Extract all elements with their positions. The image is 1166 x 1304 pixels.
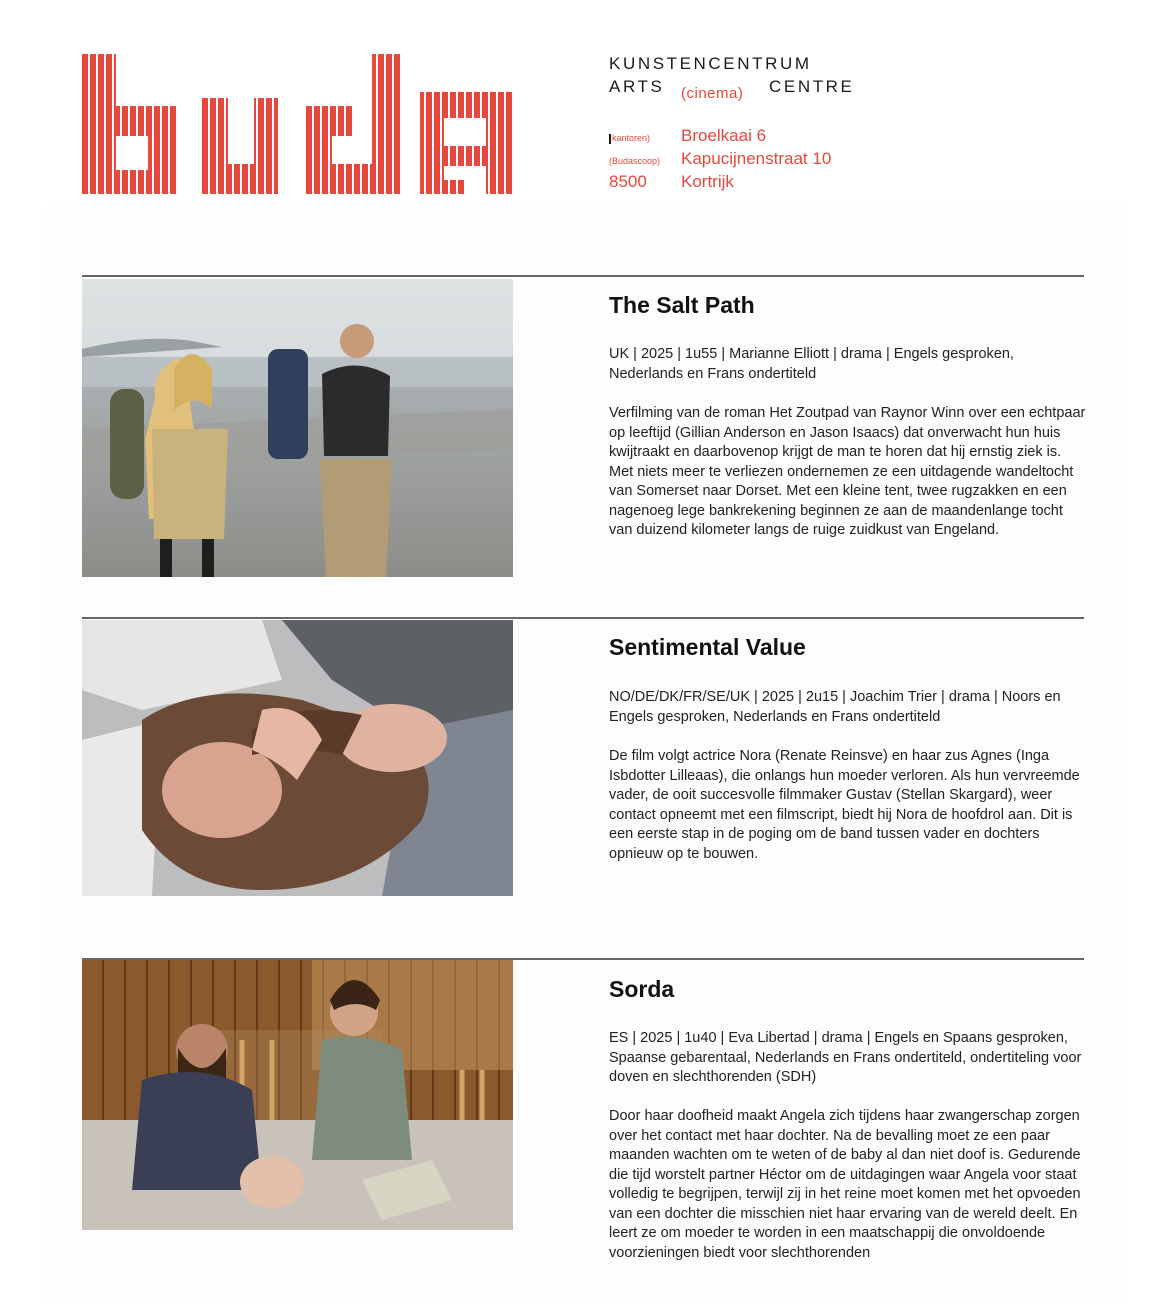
film-description: De film volgt actrice Nora (Renate Reinsve) en haar zus Agnes (Inga Isbdotter Lilleaas), die onlangs hun moeder verloren. Als hun vervreemde vader, de ooit succesvolle filmmaker Gustav (Stellan Skargard), weer contact opneemt met een filmscript, biedt hij Nora de hoofdrol aan. Dit is een eerste stap in de poging om de band tussen vader en dochters opnieuw op te bouwen. (609, 748, 1080, 862)
film-meta: ES | 2025 | 1u40 | Eva Libertad | drama | Engels en Spaans gesproken, Spaanse gebarentaal, Nederlands en Frans ondertiteld, ondertiteling voor doven en slechthorenden (SDH) (609, 1030, 1082, 1085)
budascoop-logo (82, 54, 514, 194)
film-divider (82, 275, 1084, 277)
film-title: Sorda (609, 976, 675, 1002)
organisation-name (609, 52, 855, 102)
org-centre: CENTRE (769, 77, 855, 96)
film-description: Door haar doofheid maakt Angela zich tijdens haar zwangerschap zorgen over het contact met haar dochter. Na de bevalling moet ze een paar maanden wachten om te weten of de baby al dan niet doof is. Gedurende die tijd worstelt partner Héctor om de uitdagingen waar Angela voor staat volledig te begrijpen, terwijl zij in het reine moet komen met het opvoeden van een dochter die misschien niet haar ervaring van de wereld deelt. En leert ze om moeder te worden in een maatschappij die onvoldoende voorzieningen biedt voor slechthorenden (609, 1108, 1081, 1261)
film-still-salt-path (82, 279, 513, 577)
tag-bar (609, 134, 611, 144)
film-title: The Salt Path (609, 292, 755, 318)
org-line-arts-centre (609, 75, 855, 102)
org-arts: ARTS (609, 77, 665, 96)
address-city: Kortrijk (681, 172, 734, 191)
address-cinema (609, 147, 831, 170)
address-tag-office: kantoren) (612, 133, 651, 143)
address-block (609, 124, 831, 193)
logo-graphic (82, 54, 514, 194)
film-description: Verfilming van de roman Het Zoutpad van Raynor Winn over een echtpaar op leeftijd (Gillian Anderson en Jason Isaacs) dat onverwacht hun huis kwijtraakt en daarbovenop krijgt de man te horen dat hij ernstig ziek is. Met niets meer te verliezen ondernemen ze een uitdagende wandeltocht van Somerset naar Dorset. Met een kleine tent, twee rugzakken en een nagenoeg lege bankrekening beginnen ze aan de maandenlange tocht van duizend kilometer langs de ruige zuidkust van Engeland. (609, 405, 1086, 538)
film-meta: NO/DE/DK/FR/SE/UK | 2025 | 2u15 | Joachim Trier | drama | Noors en Engels gesproken, Nederlands en Frans ondertiteld (609, 689, 1061, 725)
org-line-kunstencentrum: KUNSTENCENTRUM (609, 54, 812, 73)
film-divider (82, 617, 1084, 619)
address-street-cinema: Kapucijnenstraat 10 (681, 149, 832, 168)
address-street-office: Broelkaai 6 (681, 126, 767, 145)
org-cinema: (cinema) (681, 85, 744, 102)
address-tag-cinema: (Budascoop) (609, 156, 661, 166)
film-title: Sentimental Value (609, 634, 806, 660)
film-still-sentimental-value (82, 620, 513, 896)
address-postcode: 8500 (609, 172, 647, 191)
address-office (609, 124, 831, 147)
film-meta: UK | 2025 | 1u55 | Marianne Elliott | drama | Engels gesproken, Nederlands en Frans ondertiteld (609, 346, 1014, 382)
address-city-line (609, 170, 831, 193)
film-still-sorda (82, 960, 513, 1230)
